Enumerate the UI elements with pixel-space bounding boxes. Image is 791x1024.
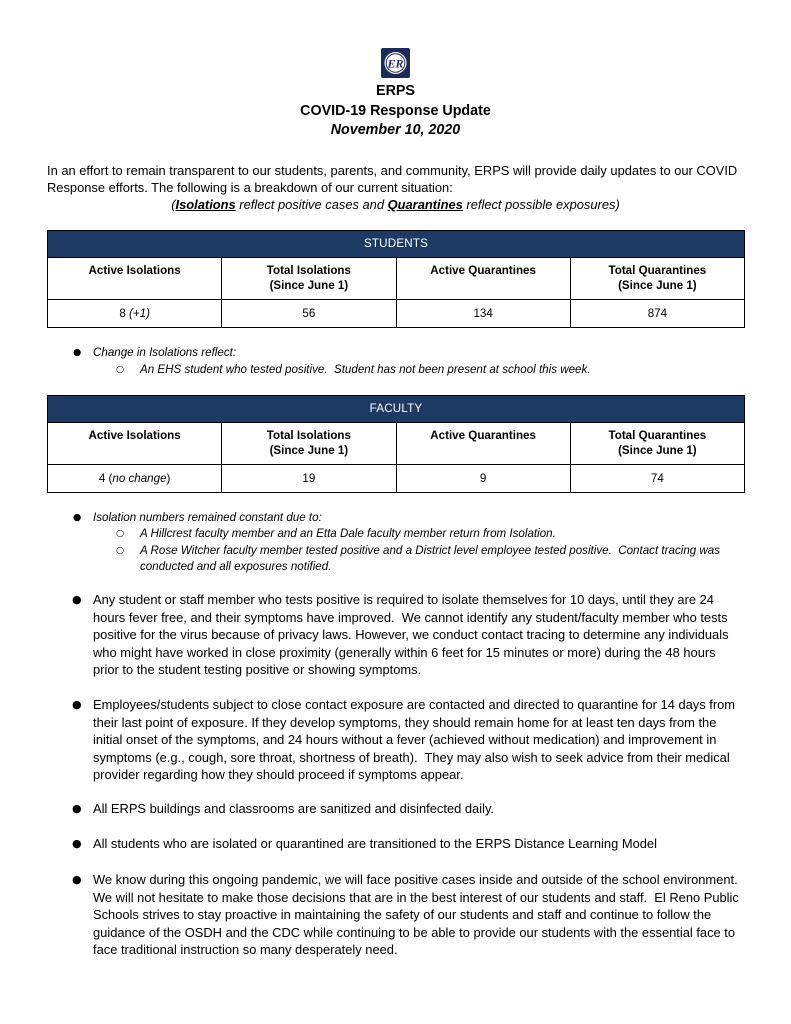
column-header-line: (Since June 1) (269, 443, 349, 457)
logo-lettering: ER (387, 56, 404, 71)
intro-paragraph (47, 162, 737, 196)
bullet-line (0, 696, 791, 714)
cell-value: 9 (479, 472, 487, 485)
bullet-marker: ● (72, 802, 82, 816)
bullet-line (0, 871, 791, 889)
bullet-line (0, 626, 791, 644)
column-header-line: (Since June 1) (269, 278, 349, 292)
column-header-line: (Since June 1) (618, 443, 697, 457)
cell-change: (+1) (128, 307, 150, 320)
bullet-line (0, 644, 791, 662)
bullet-text: hours fever free, and their symptoms have improved. We cannot identify any student/faculty member who tests (93, 609, 728, 625)
bullet-line (0, 766, 791, 784)
bullet-marker: ● (72, 698, 82, 712)
table-cell-active-isolations (48, 465, 222, 492)
cell-value: 4 ( (98, 472, 113, 485)
legend-isolations: Isolations (175, 196, 236, 212)
sub-list-item-continued (0, 559, 791, 576)
main-bullet (0, 871, 791, 959)
bullet-marker: ● (72, 837, 82, 851)
erps-logo-icon (381, 48, 410, 78)
column-header (397, 423, 571, 464)
faculty-table-title: FACULTY (48, 396, 744, 423)
column-header (48, 423, 222, 464)
bullet-text: initial onset of the symptoms, and 24 hours without a fever (achieved without medication) and improvement in (93, 732, 717, 748)
document-title: COVID-19 Response Update (300, 102, 491, 119)
bullet-text: who might have worked in close proximity (generally within 6 feet for 15 minutes or more) during the 48 hours (93, 644, 716, 660)
note-text: A Hillcrest faculty member and an Etta Dale faculty member return from Isolation. (140, 527, 556, 541)
intro-line: In an effort to remain transparent to our students, parents, and community, ERPS will provide daily updates to our COVID (47, 162, 738, 178)
document-date: November 10, 2020 (330, 122, 461, 138)
bullet-text: We know during this ongoing pandemic, we will face positive cases inside and outside of the school environment. (93, 872, 738, 888)
main-bullet (0, 696, 791, 784)
note-text: A Rose Witcher faculty member tested positive and a District level employee tested positive. Contact tracing was (140, 543, 721, 557)
column-header-line: Total Quarantines (608, 264, 707, 277)
table-cell-active-isolations (48, 300, 222, 327)
note-text: An EHS student who tested positive. Student has not been present at school this week. (140, 362, 591, 376)
faculty-table (47, 395, 745, 493)
list-item (0, 344, 791, 361)
sub-bullet-marker: ○ (116, 544, 125, 556)
list-item (0, 510, 791, 527)
sub-list-item (0, 526, 791, 543)
bullet-text: positive for the virus because of privacy laws. However, we conduct contact tracing to determine any individuals (93, 627, 729, 643)
students-notes (0, 344, 791, 378)
cell-value: 74 (650, 472, 664, 485)
bullet-text: guidance of the OSDH and the CDC while continuing to be able to provide our students with the essential face to (93, 924, 736, 940)
column-header (397, 258, 571, 299)
sub-bullet-marker: ○ (116, 528, 125, 540)
org-name: ERPS (376, 83, 415, 99)
table-cell-total-quarantines (571, 465, 744, 492)
main-bullet (0, 800, 791, 818)
cell-value: 8 (119, 307, 129, 320)
sub-list-item (0, 543, 791, 560)
sub-bullet-marker: ○ (116, 363, 125, 375)
column-header-line: Active Quarantines (430, 264, 536, 277)
bullet-line (0, 609, 791, 627)
faculty-header-row (48, 423, 744, 465)
bullet-text: face traditional instruction so many desperately need. (93, 942, 398, 958)
bullet-text: We will not hesitate to make those decisions that are in the best interest of our students and staff. El Reno Public (93, 889, 739, 905)
students-header-row (48, 258, 744, 300)
bullet-line (0, 591, 791, 609)
main-bullet (0, 835, 791, 853)
erps-logo (381, 48, 410, 78)
legend-end: reflect possible exposures) (462, 196, 620, 212)
bullet-text: symptoms (e.g., cough, sore throat, shortness of breath). They may also wish to seek advice from their medical (93, 749, 730, 765)
table-cell-total-quarantines (571, 300, 744, 327)
bullet-text: Any student or staff member who tests positive is required to isolate themselves for 10 days, until they are 24 (93, 592, 714, 608)
column-header (571, 258, 744, 299)
bullet-marker: ● (72, 873, 82, 887)
bullet-text: All students who are isolated or quarantined are transitioned to the ERPS Distance Learning Model (93, 836, 657, 852)
faculty-notes (0, 510, 791, 576)
cell-value: 19 (302, 472, 316, 485)
bullet-line (0, 924, 791, 942)
bullet-line (0, 714, 791, 732)
table-cell-active-quarantines (397, 465, 571, 492)
bullet-marker: ● (72, 593, 82, 607)
cell-value: 56 (302, 307, 316, 320)
column-header (222, 423, 396, 464)
column-header-line: Active Quarantines (430, 429, 536, 442)
legend-quarantines: Quarantines (387, 196, 463, 212)
bullet-text: their last point of exposure. If they develop symptoms, they should remain home for at least ten days from the (93, 714, 717, 730)
column-header-line: (Since June 1) (618, 278, 697, 292)
bullet-text: prior to the student testing positive or showing symptoms. (93, 662, 422, 678)
bullet-line (0, 800, 791, 818)
main-bullet (0, 591, 791, 679)
bullet-marker: ● (73, 511, 82, 523)
cell-value: 874 (647, 307, 668, 320)
bullet-line (0, 661, 791, 679)
note-text: conducted and all exposures notified. (140, 560, 332, 574)
note-text: Change in Isolations reflect: (93, 345, 237, 359)
intro-line: Response efforts. The following is a breakdown of our current situation: (47, 179, 453, 195)
column-header (571, 423, 744, 464)
faculty-values-row (48, 465, 744, 492)
legend-mid: reflect positive cases and (235, 196, 388, 212)
legend-note (0, 196, 791, 213)
bullet-marker: ● (73, 346, 82, 358)
column-header-line: Total Isolations (266, 264, 351, 277)
column-header-line: Active Isolations (88, 429, 181, 442)
column-header (48, 258, 222, 299)
students-table (47, 230, 745, 328)
bullet-text: provider regarding how they should proceed if symptoms appear. (93, 767, 464, 783)
bullet-text: Employees/students subject to close contact exposure are contacted and directed to quarantine for 14 days from (93, 697, 736, 713)
cell-change: no change (112, 472, 167, 485)
bullet-line (0, 835, 791, 853)
students-values-row (48, 300, 744, 327)
bullet-line (0, 749, 791, 767)
document-header (0, 82, 791, 141)
bullet-line (0, 906, 791, 924)
sub-list-item (0, 361, 791, 378)
column-header-line: Active Isolations (88, 264, 181, 277)
bullet-line (0, 731, 791, 749)
students-table-title: STUDENTS (48, 231, 744, 258)
column-header-line: Total Isolations (266, 429, 351, 442)
legend-open: ( (171, 196, 176, 212)
column-header (222, 258, 396, 299)
bullet-text: Schools strives to stay proactive in maintaining the safety of our students and staff and continue to follow the (93, 907, 712, 923)
column-header-line: Total Quarantines (608, 429, 707, 442)
bullet-line (0, 941, 791, 959)
table-cell-total-isolations (222, 300, 396, 327)
bullet-line (0, 889, 791, 907)
table-cell-total-isolations (222, 465, 396, 492)
cell-value: 134 (473, 307, 493, 320)
table-cell-active-quarantines (397, 300, 571, 327)
bullet-text: All ERPS buildings and classrooms are sanitized and disinfected daily. (93, 801, 495, 817)
cell-value-close: ) (166, 472, 171, 485)
note-text: Isolation numbers remained constant due to: (93, 510, 322, 524)
